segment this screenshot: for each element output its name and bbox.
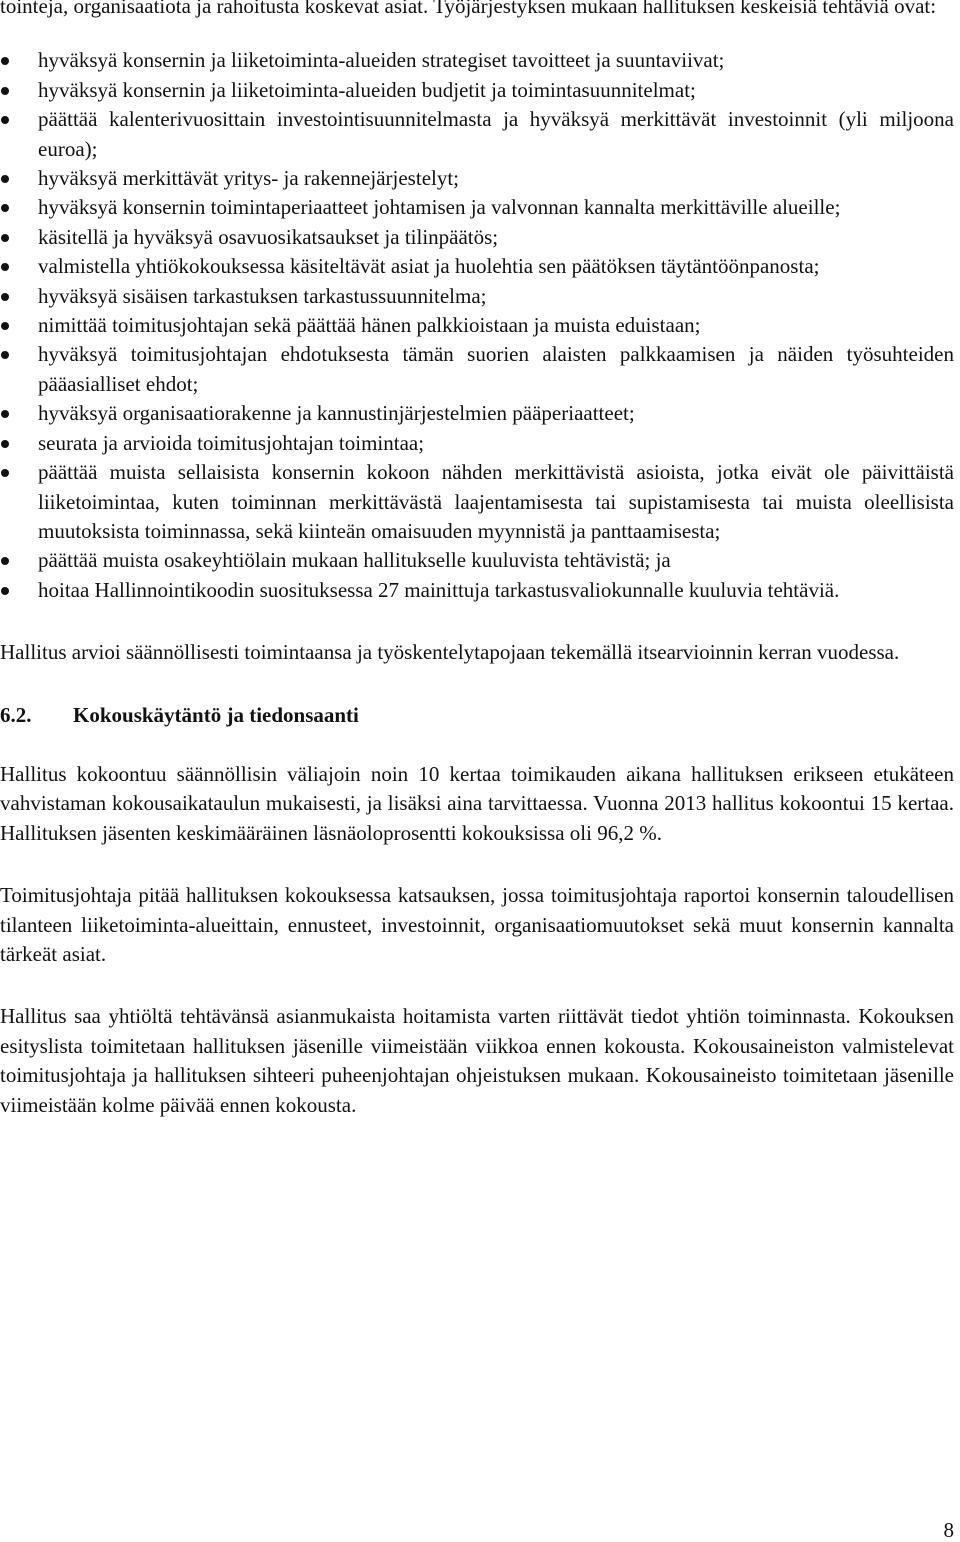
bullet-icon [1, 587, 9, 595]
list-item-text: valmistella yhtiökokouksessa käsiteltävät asiat ja huolehtia sen päätöksen täytäntöönpanosta; [38, 254, 820, 279]
list-item [0, 164, 954, 193]
bullet-icon [1, 557, 9, 565]
list-item [0, 429, 954, 458]
bullet-icon [1, 57, 9, 65]
list-item-text: hyväksyä organisaatiorakenne ja kannustinjärjestelmien pääperiaatteet; [38, 401, 635, 426]
list-item-text: hyväksyä konsernin ja liiketoiminta-alueiden budjetit ja toimintasuunnitelmat; [38, 77, 696, 102]
bullet-icon [1, 87, 9, 95]
information-paragraph: Hallitus saa yhtiöltä tehtävänsä asianmukaista hoitamista varten riittävät tiedot yhtiön toiminnasta. Kokouksen esityslista toimitetaan hallituksen jäsenille viimeistään viikkoa ennen kokousta. Kokousaineiston valmistelevat toimitusjohtaja ja hallituksen sihteeri puheenjohtajan ohjeistuksen mukaan. Kokousaineisto toimitetaan jäsenille viimeistään kolme päivää ennen kokousta. [0, 1004, 954, 1117]
bullet-icon [1, 440, 9, 448]
bullet-icon [1, 204, 9, 212]
list-item-text: päättää muista osakeyhtiölain mukaan hallitukselle kuuluvista tehtävistä; ja [38, 548, 671, 573]
list-item [0, 458, 954, 546]
page-number: 8 [943, 1518, 954, 1542]
list-item [0, 105, 954, 164]
list-item-text: päättää muista sellaisista konsernin kokoon nähden merkittävistä asioista, jotka eivät ole päivittäistä liiketoimintaa, kuten toiminnan merkittävästä laajentamisesta tai supistamisesta tai muista oleellisista muutoksista toiminnassa, sekä kiinteän omaisuuden myynnistä ja panttaamisesta; [38, 460, 954, 543]
list-item-text: käsitellä ja hyväksyä osavuosikatsaukset ja tilinpäätös; [38, 224, 499, 249]
bullet-icon [1, 263, 9, 271]
list-item [0, 223, 954, 252]
bullet-icon [1, 322, 9, 330]
bullet-icon [1, 116, 9, 124]
list-item-text: hyväksyä konsernin toimintaperiaatteet johtamisen ja valvonnan kannalta merkittäville alueille; [38, 195, 841, 220]
list-item [0, 399, 954, 428]
bullet-icon [1, 469, 9, 477]
list-item-text: päättää kalenterivuosittain investointisuunnitelmasta ja hyväksyä merkittävät investoinnit (yli miljoona euroa); [38, 107, 954, 161]
list-item [0, 282, 954, 311]
list-item-text: nimittää toimitusjohtajan sekä päättää hänen palkkioistaan ja muista eduistaan; [38, 313, 701, 338]
section-number: 6.2. [0, 702, 32, 727]
bullet-icon [1, 175, 9, 183]
list-item-text: hyväksyä konsernin ja liiketoiminta-alueiden strategiset tavoitteet ja suuntaviivat; [38, 48, 725, 73]
list-item-text: hoitaa Hallinnointikoodin suosituksessa 27 mainittuja tarkastusvaliokunnalle kuuluvia tehtäviä. [38, 577, 840, 602]
board-duties-list [0, 46, 954, 605]
list-item [0, 193, 954, 222]
section-heading [0, 701, 954, 730]
list-item [0, 546, 954, 575]
list-item-text: hyväksyä merkittävät yritys- ja rakennejärjestelyt; [38, 166, 460, 191]
list-item-text: hyväksyä sisäisen tarkastuksen tarkastussuunnitelma; [38, 283, 487, 308]
list-item [0, 46, 954, 75]
bullet-icon [1, 293, 9, 301]
bullet-icon [1, 234, 9, 242]
list-item [0, 576, 954, 605]
list-item-text: seurata ja arvioida toimitusjohtajan toimintaa; [38, 430, 425, 455]
list-item [0, 252, 954, 281]
list-item [0, 340, 954, 399]
list-item [0, 311, 954, 340]
meeting-frequency-paragraph: Hallitus kokoontuu säännöllisin väliajoin noin 10 kertaa toimikauden aikana hallituksen erikseen etukäteen vahvistaman kokousaikataulun mukaisesti, ja lisäksi aina tarvittaessa. Vuonna 2013 hallitus kokoontui 15 kertaa. Hallituksen jäsenten keskimääräinen läsnäoloprosentti kokouksissa oli 96,2 %. [0, 761, 954, 845]
ceo-report-paragraph: Toimitusjohtaja pitää hallituksen kokouksessa katsauksen, jossa toimitusjohtaja raportoi konsernin taloudellisen tilanteen liiketoiminta-alueittain, ennusteet, investoinnit, organisaatiomuutokset sekä muut konsernin kannalta tärkeät asiat. [0, 883, 954, 966]
section-title: Kokouskäytäntö ja tiedonsaanti [73, 702, 359, 727]
list-item [0, 76, 954, 105]
intro-paragraph: tointeja, organisaatiota ja rahoitusta koskevat asiat. Työjärjestyksen mukaan hallituksen keskeisiä tehtäviä ovat: [0, 0, 937, 18]
bullet-icon [1, 351, 9, 359]
evaluation-paragraph: Hallitus arvioi säännöllisesti toimintaansa ja työskentelytapojaan tekemällä itsearvioinnin kerran vuodessa. [0, 640, 900, 665]
bullet-icon [1, 410, 9, 418]
list-item-text: hyväksyä toimitusjohtajan ehdotuksesta tämän suorien alaisten palkkaamisen ja näiden työsuhteiden pääasialliset ehdot; [38, 342, 954, 396]
